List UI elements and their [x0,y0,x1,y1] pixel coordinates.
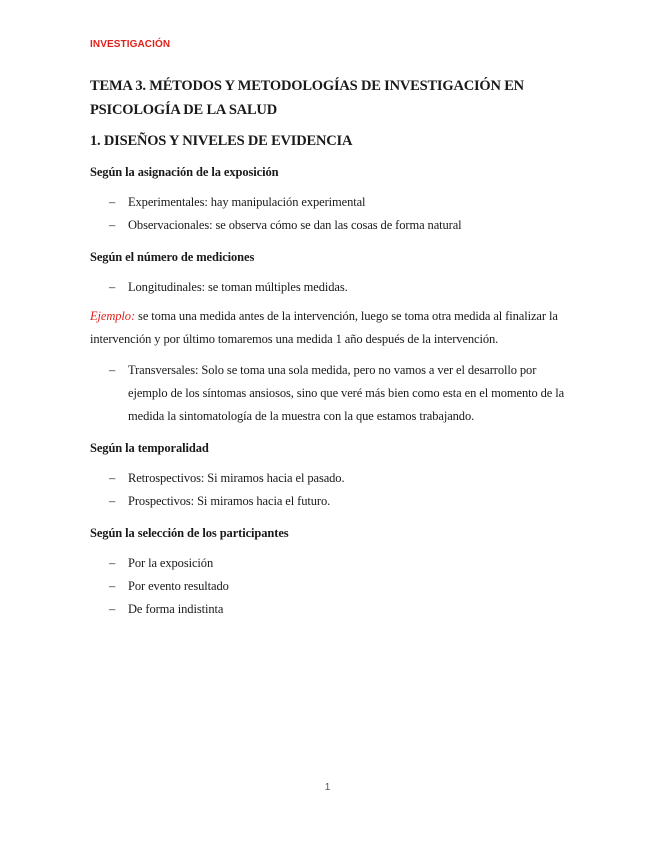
page-number: 1 [324,782,331,793]
group-heading: Según la temporalidad [90,441,209,455]
list-item [90,359,568,428]
group-heading: Según el número de mediciones [90,250,255,264]
list-item [90,490,568,513]
list-item-text: Longitudinales: se toman múltiples medidas. [128,280,348,294]
dash-bullet-icon: – [109,556,116,570]
list-item-text: Transversales: Solo se toma una sola medida, pero no vamos a ver el desarrollo por ejemplo de los síntomas ansiosos, sino que veré más bien como esta en el momento de la medida la sintomatología de la muestra con la que estamos trabajando. [128,363,565,423]
document-title [90,74,568,122]
list-item [90,552,568,575]
bullet-list [90,276,568,299]
list-item-text: Experimentales: hay manipulación experimental [128,195,366,209]
list-item [90,276,568,299]
list-item [90,467,568,490]
dash-bullet-icon: – [109,579,116,593]
dash-bullet-icon: – [109,471,116,485]
example-text: se toma una medida antes de la intervención, luego se toma otra medida al finalizar la intervención y por último tomaremos una medida 1 año después de la intervención. [90,309,558,346]
bullet-list [90,467,568,513]
list-item-text: De forma indistinta [128,602,224,616]
bullet-list [90,359,568,428]
dash-bullet-icon: – [109,494,116,508]
list-item-text: Retrospectivos: Si miramos hacia el pasado. [128,471,345,485]
group-heading: Según la asignación de la exposición [90,165,279,179]
dash-bullet-icon: – [109,218,116,232]
dash-bullet-icon: – [109,363,116,377]
group-heading: Según la selección de los participantes [90,526,289,540]
document-body [90,74,568,632]
example-paragraph [90,305,568,351]
dash-bullet-icon: – [109,280,116,294]
list-item-text: Por evento resultado [128,579,229,593]
example-label: Ejemplo: [90,309,136,323]
dash-bullet-icon: – [109,195,116,209]
bullet-list [90,552,568,621]
list-item-text: Prospectivos: Si miramos hacia el futuro. [128,494,331,508]
page-header: INVESTIGACIÓN [90,39,171,50]
document-title-line-2: PSICOLOGÍA DE LA SALUD [90,102,277,118]
list-item [90,191,568,214]
list-item [90,575,568,598]
dash-bullet-icon: – [109,602,116,616]
list-item-text: Observacionales: se observa cómo se dan las cosas de forma natural [128,218,462,232]
list-item [90,214,568,237]
list-item [90,598,568,621]
list-item-text: Por la exposición [128,556,214,570]
section-heading: 1. DISEÑOS Y NIVELES DE EVIDENCIA [90,133,353,149]
document-title-line-1: TEMA 3. MÉTODOS Y METODOLOGÍAS DE INVESTIGACIÓN EN [90,78,524,94]
bullet-list [90,191,568,237]
